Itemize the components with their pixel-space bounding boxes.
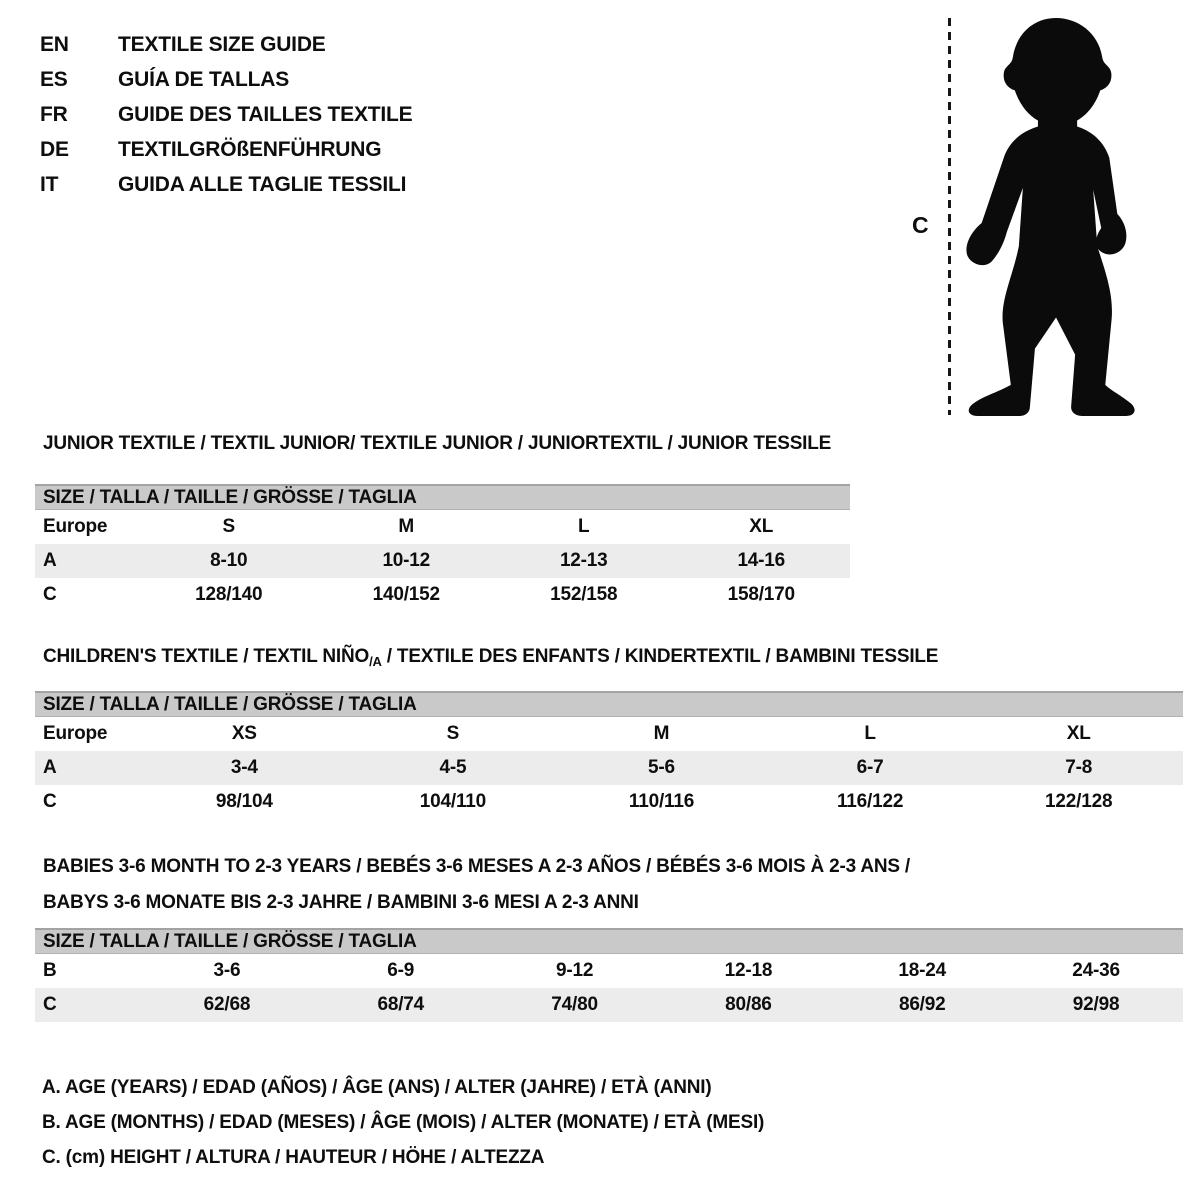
age-cell: 10-12	[382, 550, 431, 571]
height-cell: 80/86	[725, 994, 772, 1015]
height-cell: 86/92	[898, 994, 946, 1015]
age-months-cell: 12-18	[724, 960, 773, 981]
age-months-cell: 18-24	[898, 960, 947, 981]
legend-c-height-cm: C. (cm) HEIGHT / ALTURA / HAUTEUR / HÖHE / ALTEZZA	[42, 1147, 545, 1168]
age-cell: 7-8	[1065, 757, 1093, 778]
height-cell: 152/158	[550, 584, 618, 605]
height-cell: 92/98	[1072, 994, 1120, 1015]
row-label-c: C	[43, 584, 57, 605]
junior-size-table	[35, 484, 850, 612]
height-cell: 98/104	[215, 791, 273, 812]
legend-a-age-years: A. AGE (YEARS) / EDAD (AÑOS) / ÂGE (ANS) / ALTER (JAHRE) / ETÀ (ANNI)	[42, 1077, 712, 1098]
age-cell: 3-4	[230, 757, 258, 778]
size-cell: M	[653, 723, 670, 744]
age-cell: 4-5	[439, 757, 467, 778]
size-cell: XL	[1066, 723, 1091, 744]
guide-title-de: TEXTILGRÖßENFÜHRUNG	[118, 138, 382, 161]
size-header-label: SIZE / TALLA / TAILLE / GRÖSSE / TAGLIA	[43, 931, 417, 952]
babies-title-line1: BABIES 3-6 MONTH TO 2-3 YEARS / BEBÉS 3-6 MESES A 2-3 AÑOS / BÉBÉS 3-6 MOIS À 2-3 ANS /	[43, 856, 911, 877]
language-code: EN	[40, 33, 69, 56]
guide-title-fr: GUIDE DES TAILLES TEXTILE	[118, 103, 413, 126]
junior-row-age-years	[35, 544, 850, 578]
children-size-table	[35, 691, 1183, 819]
size-cell: L	[578, 516, 590, 537]
children-section-title	[43, 646, 938, 669]
babies-row-age-months	[35, 954, 1183, 988]
row-label-a: A	[43, 550, 57, 571]
children-row-age-years	[35, 751, 1183, 785]
age-cell: 6-7	[856, 757, 884, 778]
age-months-cell: 24-36	[1072, 960, 1120, 981]
row-label-europe: Europe	[43, 516, 108, 537]
children-row-europe	[35, 717, 1183, 751]
height-cell: 104/110	[419, 791, 486, 812]
height-cell: 74/80	[551, 994, 598, 1015]
measure-legend	[42, 1070, 764, 1175]
height-cell: 140/152	[372, 584, 440, 605]
language-code: IT	[40, 173, 59, 196]
height-cell: 158/170	[727, 584, 795, 605]
size-cell: XL	[749, 516, 774, 537]
age-months-cell: 9-12	[555, 960, 594, 981]
size-cell: S	[222, 516, 235, 537]
age-months-cell: 6-9	[387, 960, 415, 981]
age-cell: 12-13	[559, 550, 608, 571]
size-cell: XS	[231, 723, 257, 744]
language-code: DE	[40, 138, 69, 161]
junior-row-height-cm	[35, 578, 850, 612]
age-cell: 14-16	[737, 550, 786, 571]
children-title-post: / TEXTILE DES ENFANTS / KINDERTEXTIL / BAMBINI TESSILE	[381, 646, 939, 667]
height-cell: 62/68	[203, 994, 251, 1015]
babies-size-table	[35, 928, 1183, 1022]
size-header-bar	[35, 928, 1183, 954]
children-title-pre: CHILDREN'S TEXTILE / TEXTIL NIÑO	[43, 646, 370, 667]
row-label-europe: Europe	[43, 723, 108, 744]
height-measure-dashed-line	[948, 18, 951, 415]
babies-section-title	[43, 849, 910, 921]
size-header-bar	[35, 484, 850, 510]
language-code: FR	[40, 103, 68, 126]
size-cell: S	[446, 723, 460, 744]
toddler-silhouette-image	[958, 15, 1140, 422]
row-label-b: B	[43, 960, 57, 981]
age-months-cell: 3-6	[213, 960, 241, 981]
junior-section-title: JUNIOR TEXTILE / TEXTIL JUNIOR/ TEXTILE JUNIOR / JUNIORTEXTIL / JUNIOR TESSILE	[43, 433, 832, 454]
junior-row-europe	[35, 510, 850, 544]
height-cell: 116/122	[836, 791, 904, 812]
size-cell: L	[864, 723, 876, 744]
size-header-label: SIZE / TALLA / TAILLE / GRÖSSE / TAGLIA	[43, 694, 417, 715]
height-cell: 122/128	[1045, 791, 1113, 812]
height-cell: 68/74	[377, 994, 425, 1015]
guide-title-en: TEXTILE SIZE GUIDE	[118, 33, 326, 56]
height-measure-label-c: C	[912, 212, 929, 238]
babies-row-height-cm	[35, 988, 1183, 1022]
children-row-height-cm	[35, 785, 1183, 819]
age-cell: 5-6	[648, 757, 675, 778]
size-header-label: SIZE / TALLA / TAILLE / GRÖSSE / TAGLIA	[43, 487, 417, 508]
guide-title-it: GUIDA ALLE TAGLIE TESSILI	[118, 173, 407, 196]
legend-b-age-months: B. AGE (MONTHS) / EDAD (MESES) / ÂGE (MOIS) / ALTER (MONATE) / ETÀ (MESI)	[42, 1112, 765, 1133]
babies-title-line2: BABYS 3-6 MONATE BIS 2-3 JAHRE / BAMBINI 3-6 MESI A 2-3 ANNI	[43, 892, 639, 913]
language-code: ES	[40, 68, 68, 91]
row-label-a: A	[43, 757, 57, 778]
guide-title-es: GUÍA DE TALLAS	[118, 68, 290, 91]
row-label-c: C	[43, 791, 57, 812]
age-cell: 8-10	[210, 550, 248, 571]
size-cell: M	[398, 516, 415, 537]
row-label-c: C	[43, 994, 57, 1015]
height-cell: 128/140	[195, 584, 263, 605]
children-title-sub: /A	[369, 654, 382, 669]
size-header-bar	[35, 691, 1183, 717]
height-cell: 110/116	[628, 791, 695, 812]
